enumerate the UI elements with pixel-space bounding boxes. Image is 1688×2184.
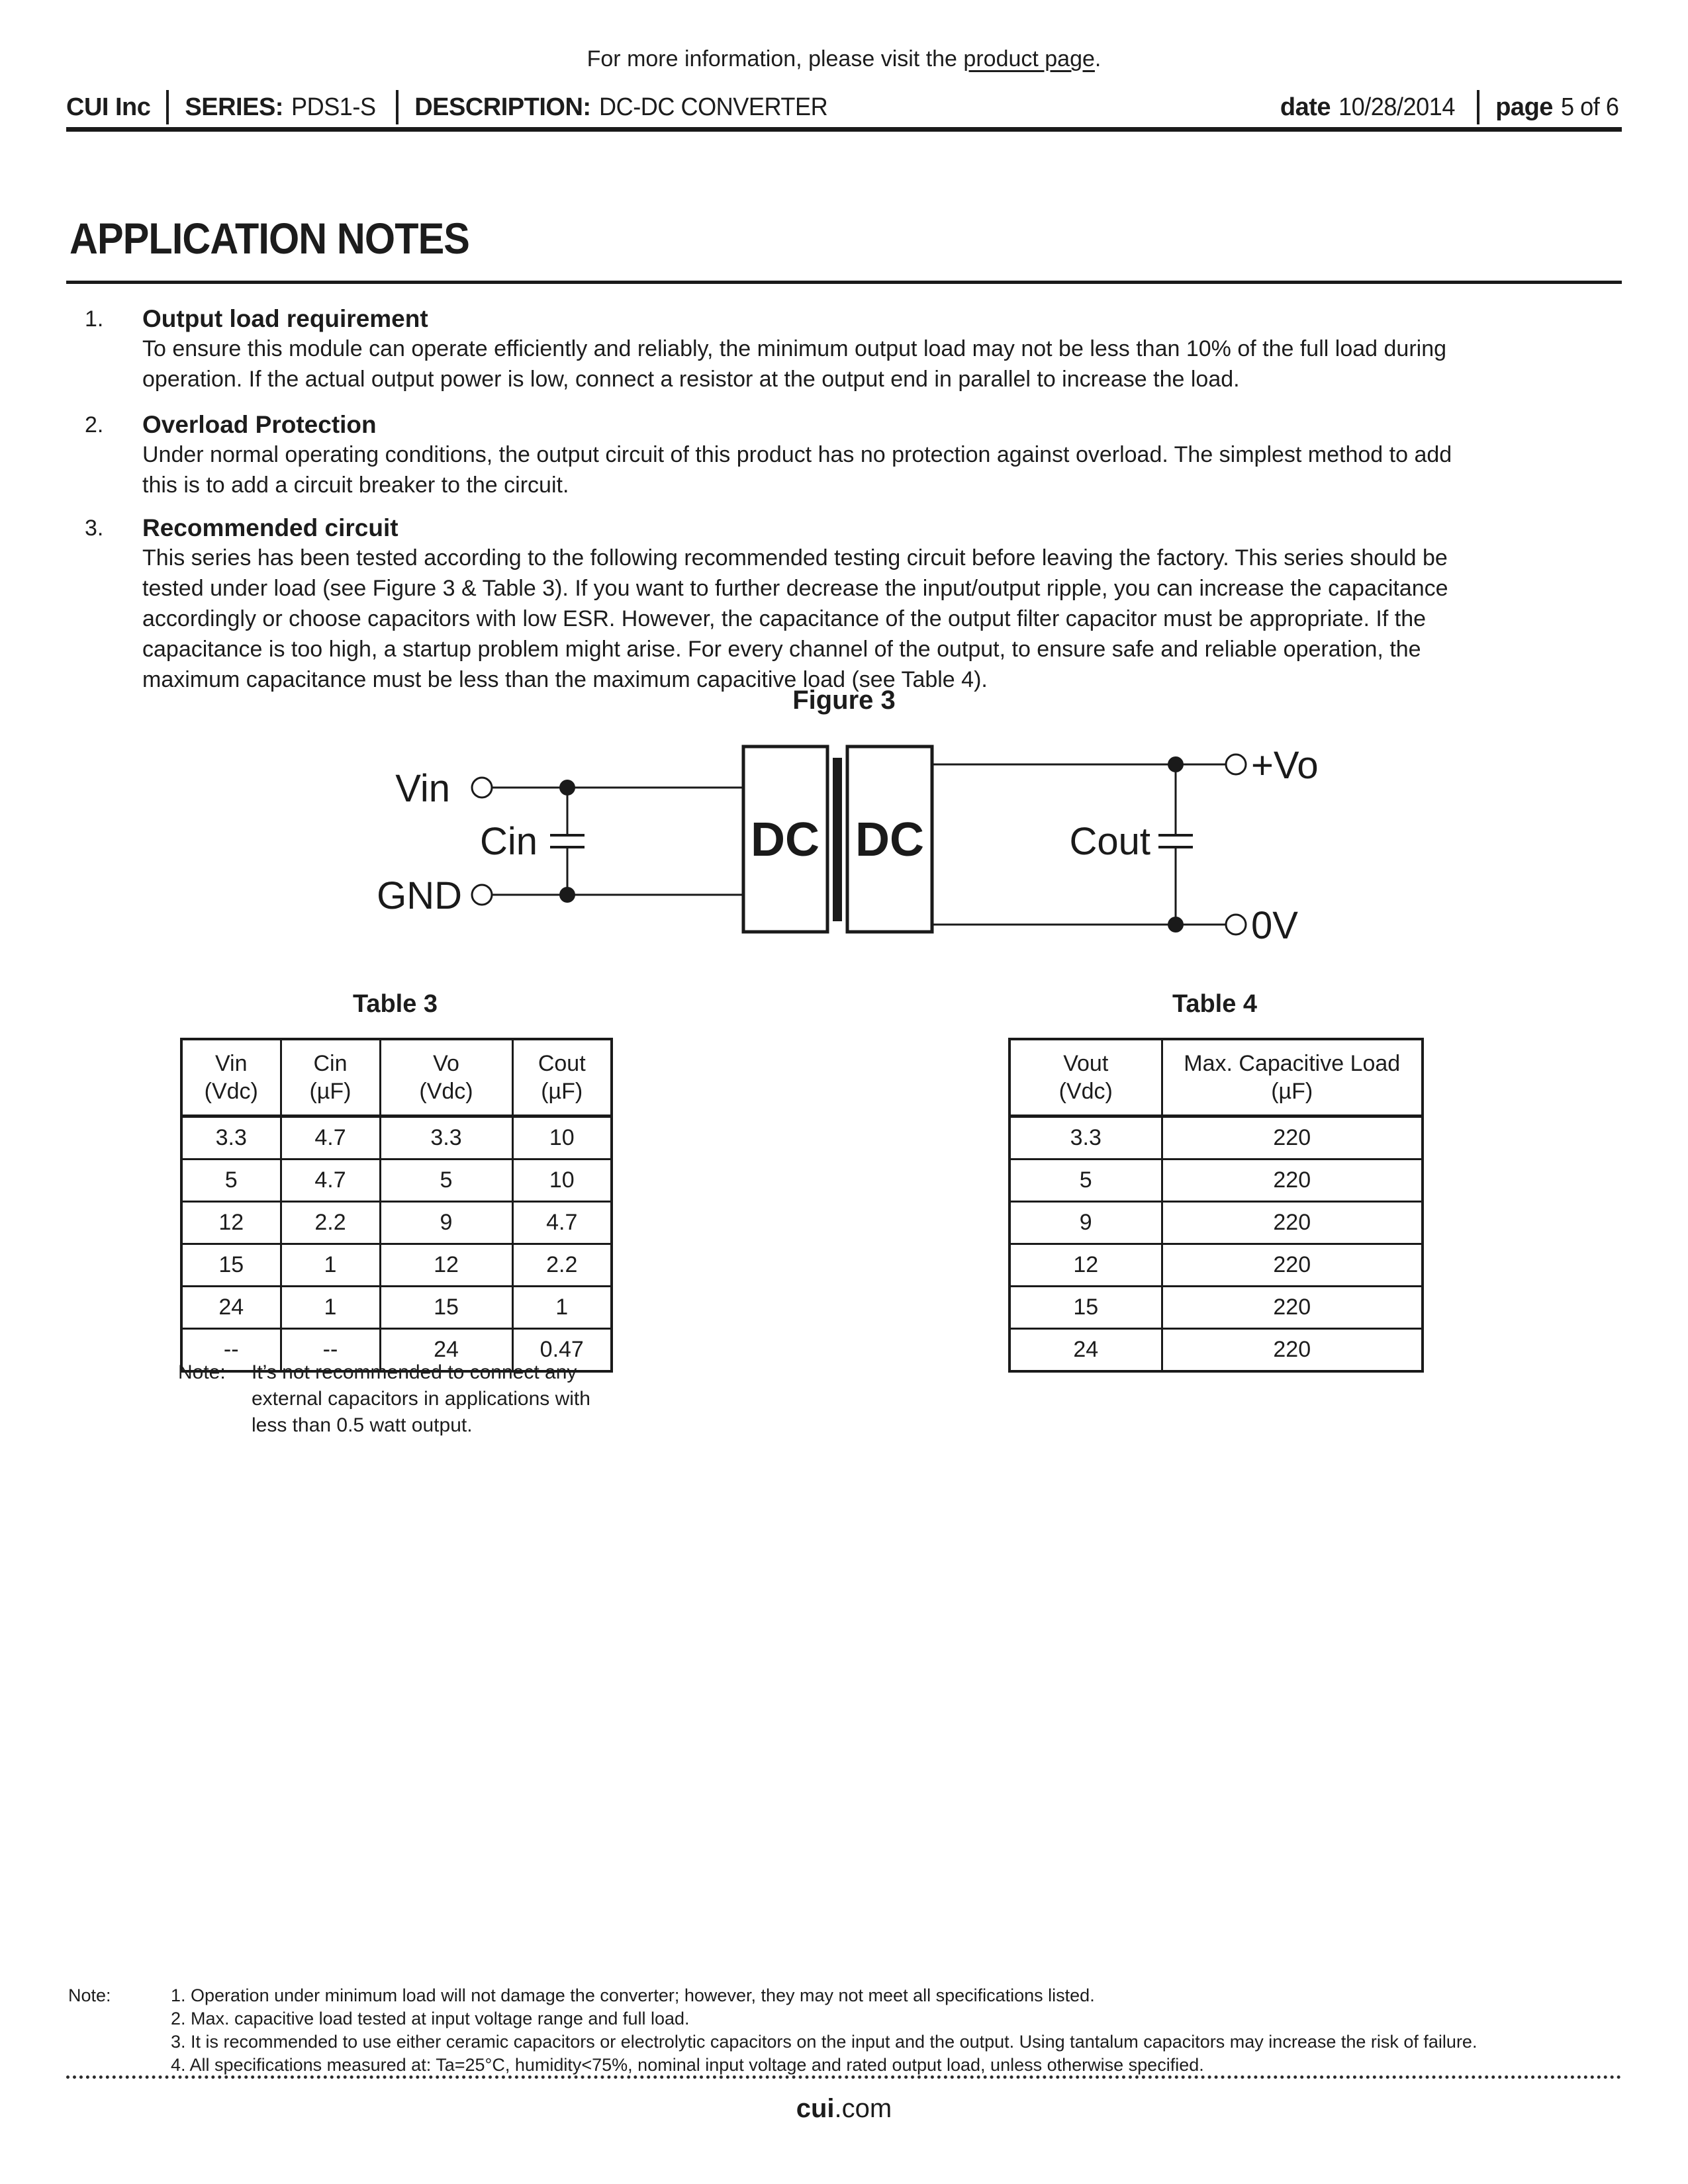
top-note-text: For more information, please visit the — [586, 46, 964, 71]
table-row — [1009, 1160, 1423, 1202]
table4-title: Table 4 — [1172, 990, 1258, 1018]
brand: CUI Inc — [66, 93, 151, 121]
cell: 2.2 — [512, 1244, 612, 1287]
cell: 10 — [512, 1116, 612, 1160]
vin-label: Vin — [395, 767, 450, 810]
header-divider — [1477, 90, 1479, 124]
section-paragraph: To ensure this module can operate efficiently and reliably, the minimum output load may not be less than 10% of the full load during operation. If the actual output power is low, connect a resistor at the output end in parallel to increase the load. — [142, 336, 1447, 392]
cell: 15 — [380, 1287, 512, 1329]
cell: 220 — [1162, 1116, 1423, 1160]
date-label: date — [1280, 93, 1331, 121]
gnd-label: GND — [377, 874, 462, 917]
zero-v-label: 0V — [1251, 904, 1298, 946]
header-left — [66, 90, 839, 124]
description-value: DC-DC CONVERTER — [598, 93, 827, 121]
table-row — [1009, 1202, 1423, 1244]
description-label: DESCRIPTION: — [414, 93, 591, 121]
cell: 2.2 — [281, 1202, 380, 1244]
vo-terminal — [1226, 754, 1246, 774]
header-divider — [166, 90, 169, 124]
cell: 12 — [1009, 1244, 1162, 1287]
circuit-diagram — [364, 721, 1331, 946]
section-overload-protection — [70, 410, 1622, 500]
table-row — [181, 1116, 612, 1160]
cell: 3.3 — [181, 1116, 281, 1160]
cin-label: Cin — [479, 820, 538, 863]
cell: 220 — [1162, 1160, 1423, 1202]
cell: 24 — [380, 1329, 512, 1372]
figure-title: Figure 3 — [792, 686, 896, 715]
vin-terminal — [472, 778, 492, 797]
table-row — [1009, 1244, 1423, 1287]
zero-v-terminal — [1226, 915, 1246, 934]
header-bar — [66, 89, 1622, 126]
header-divider — [396, 90, 399, 124]
series-value: PDS1-S — [291, 93, 376, 121]
section-heading: Output load requirement — [142, 305, 428, 332]
cell: 0.47 — [512, 1329, 612, 1372]
cell: 4.7 — [281, 1116, 380, 1160]
col-header: Vo (Vdc) — [380, 1039, 512, 1116]
table-row — [1009, 1116, 1423, 1160]
section-number: 1. — [85, 306, 104, 332]
header-right — [1280, 90, 1622, 124]
title-rule — [66, 281, 1622, 284]
top-note — [0, 46, 1688, 72]
table3 — [180, 1038, 613, 1373]
section-number: 3. — [85, 516, 104, 541]
footer-notes — [68, 1984, 1477, 2077]
cell: 1 — [281, 1287, 380, 1329]
date-value: 10/28/2014 — [1338, 93, 1455, 121]
page-title: APPLICATION NOTES — [70, 214, 470, 263]
table-row — [181, 1244, 612, 1287]
cell: 4.7 — [281, 1160, 380, 1202]
page-value: 5 of 6 — [1560, 93, 1619, 121]
product-page-link[interactable]: product page — [963, 46, 1095, 71]
section-output-load — [70, 304, 1622, 394]
dc-right-label: DC — [855, 813, 924, 866]
col-header: Max. Capacitive Load (µF) — [1162, 1039, 1423, 1116]
cell: 1 — [281, 1244, 380, 1287]
note-label: Note: — [178, 1361, 226, 1383]
section-paragraph: Under normal operating conditions, the output circuit of this product has no protection against overload. The simplest method to add this is to add a circuit breaker to the circuit. — [142, 442, 1452, 498]
cell: -- — [281, 1329, 380, 1372]
col-header: Vin (Vdc) — [181, 1039, 281, 1116]
section-heading: Recommended circuit — [142, 514, 399, 541]
cell: 4.7 — [512, 1202, 612, 1244]
cell: 5 — [181, 1160, 281, 1202]
table-header-row — [1009, 1039, 1423, 1116]
table-header-row — [181, 1039, 612, 1116]
cell: 9 — [380, 1202, 512, 1244]
col-header: Cout (µF) — [512, 1039, 612, 1116]
footer-note-list: 1. Operation under minimum load will not damage the converter; however, they may not meet all specifications listed. 2. Max. capacitive load tested at input voltage range and full load. 3. It is recommended to use either ceramic capacitors or electrolytic capacitors on the input and the output. Using tantalum capacitors may increase the risk of failure. 4. All specifications measured at: Ta=25°C, humidity<75%, nominal input voltage and rated output load, unless otherwise specified. — [171, 1985, 1477, 2075]
footer-site — [0, 2094, 1688, 2124]
series-label: SERIES: — [185, 93, 283, 121]
vo-label: +Vo — [1251, 744, 1319, 787]
header-rule — [66, 127, 1622, 132]
section-paragraph: This series has been tested according to the following recommended testing circuit before leaving the factory. This series should be tested under load (see Figure 3 & Table 3). If you want to further decrease the input/output ripple, you can increase the capacitance accordingly or choose capacitors with low ESR. However, the capacitance of the output filter capacitor must be appropriate. If the capacitance is too high, a startup problem might arise. For every channel of the output, to ensure safe and reliable operation, the maximum capacitance must be less than the maximum capacitive load (see Table 4). — [142, 545, 1448, 692]
footer-brand-tld: .com — [834, 2094, 892, 2123]
col-header: Cin (µF) — [281, 1039, 380, 1116]
footer-dotted-rule — [66, 2075, 1622, 2079]
table3-note — [178, 1359, 590, 1439]
section-recommended-circuit — [70, 514, 1622, 695]
section-number: 2. — [85, 412, 104, 437]
cell: 15 — [181, 1244, 281, 1287]
cell: 3.3 — [1009, 1116, 1162, 1160]
cout-label: Cout — [1069, 820, 1150, 863]
cell: 5 — [1009, 1160, 1162, 1202]
top-note-period: . — [1094, 46, 1102, 71]
cell: 3.3 — [380, 1116, 512, 1160]
table-row — [181, 1160, 612, 1202]
table-row — [1009, 1329, 1423, 1372]
footer-note-label: Note: — [68, 1985, 111, 2005]
dc-left-label: DC — [751, 813, 820, 866]
cell: 24 — [181, 1287, 281, 1329]
cell: 12 — [181, 1202, 281, 1244]
table-row — [1009, 1287, 1423, 1329]
section-heading: Overload Protection — [142, 411, 377, 438]
cell: 10 — [512, 1160, 612, 1202]
col-header: Vout (Vdc) — [1009, 1039, 1162, 1116]
page-label: page — [1495, 93, 1553, 121]
cell: -- — [181, 1329, 281, 1372]
cell: 5 — [380, 1160, 512, 1202]
table-row — [181, 1202, 612, 1244]
cell: 24 — [1009, 1329, 1162, 1372]
cell: 15 — [1009, 1287, 1162, 1329]
table-row — [181, 1287, 612, 1329]
cell: 220 — [1162, 1329, 1423, 1372]
table3-title: Table 3 — [352, 990, 438, 1018]
cell: 220 — [1162, 1202, 1423, 1244]
note-text: It’s not recommended to connect any external capacitors in applications with less than 0.5 watt output. — [252, 1361, 590, 1436]
isolation-bar — [833, 758, 842, 921]
cell: 9 — [1009, 1202, 1162, 1244]
gnd-terminal — [472, 885, 492, 905]
cell: 220 — [1162, 1287, 1423, 1329]
cell: 1 — [512, 1287, 612, 1329]
table4 — [1008, 1038, 1424, 1373]
cell: 12 — [380, 1244, 512, 1287]
footer-brand: cui — [796, 2094, 835, 2123]
cell: 220 — [1162, 1244, 1423, 1287]
